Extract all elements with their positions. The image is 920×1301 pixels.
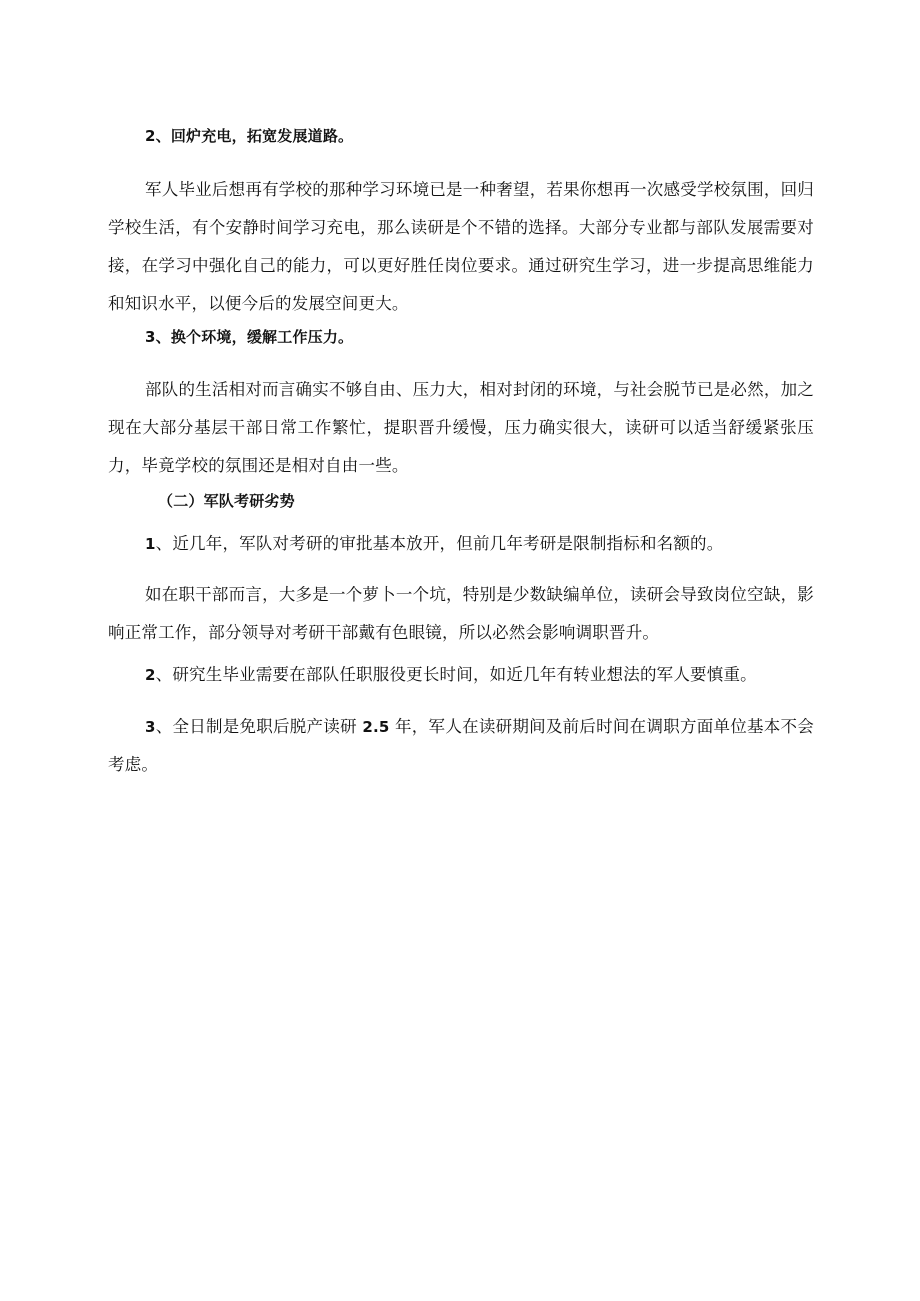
list-item-1-text: 、近几年，军队对考研的审批基本放开，但前几年考研是限制指标和名额的。 bbox=[155, 534, 724, 553]
paragraph-item-1-detail: 如在职干部而言，大多是一个萝卜一个坑，特别是少数缺编单位，读研会导致岗位空缺，影响正常工作，部分领导对考研干部戴有色眼镜，所以必然会影响调职晋升。 bbox=[108, 585, 814, 642]
paragraph-environment: 部队的生活相对而言确实不够自由、压力大，相对封闭的环境，与社会脱节已是必然，加之现在大部分基层干部日常工作繁忙，提职晋升缓慢，压力确实很大，读研可以适当舒缓紧张压力，毕竟学校的氛围还是相对自由一些。 bbox=[108, 380, 814, 475]
list-item-3-years: 2.5 bbox=[362, 718, 390, 736]
list-item-3-number: 3 bbox=[145, 718, 156, 736]
list-item-3-text-a: 、全日制是免职后脱产读研 bbox=[155, 717, 363, 736]
section-heading-recharge: 2、回炉充电，拓宽发展道路。 bbox=[145, 127, 354, 145]
list-item-1-number: 1 bbox=[145, 535, 156, 553]
list-item-3 bbox=[108, 708, 814, 784]
list-item-2-number: 2 bbox=[145, 666, 156, 684]
list-item-1 bbox=[145, 525, 825, 563]
paragraph-recharge: 军人毕业后想再有学校的那种学习环境已是一种奢望，若果你想再一次感受学校氛围，回归学校生活，有个安静时间学习充电，那么读研是个不错的选择。大部分专业都与部队发展需要对接，在学习中强化自己的能力，可以更好胜任岗位要求。通过研究生学习，进一步提高思维能力和知识水平，以便今后的发展空间更大。 bbox=[108, 180, 814, 313]
section-heading-environment: 3、换个环境，缓解工作压力。 bbox=[145, 328, 354, 346]
list-item-3-text-b: 年，军人在读研期间及前后时间在调职方面单位基本不会考虑。 bbox=[108, 717, 814, 774]
list-item-2-text: 、研究生毕业需要在部队任职服役更长时间，如近几年有转业想法的军人要慎重。 bbox=[155, 665, 757, 684]
list-item-2 bbox=[145, 656, 825, 694]
section-heading-disadvantages: （二）军队考研劣势 bbox=[158, 492, 295, 510]
